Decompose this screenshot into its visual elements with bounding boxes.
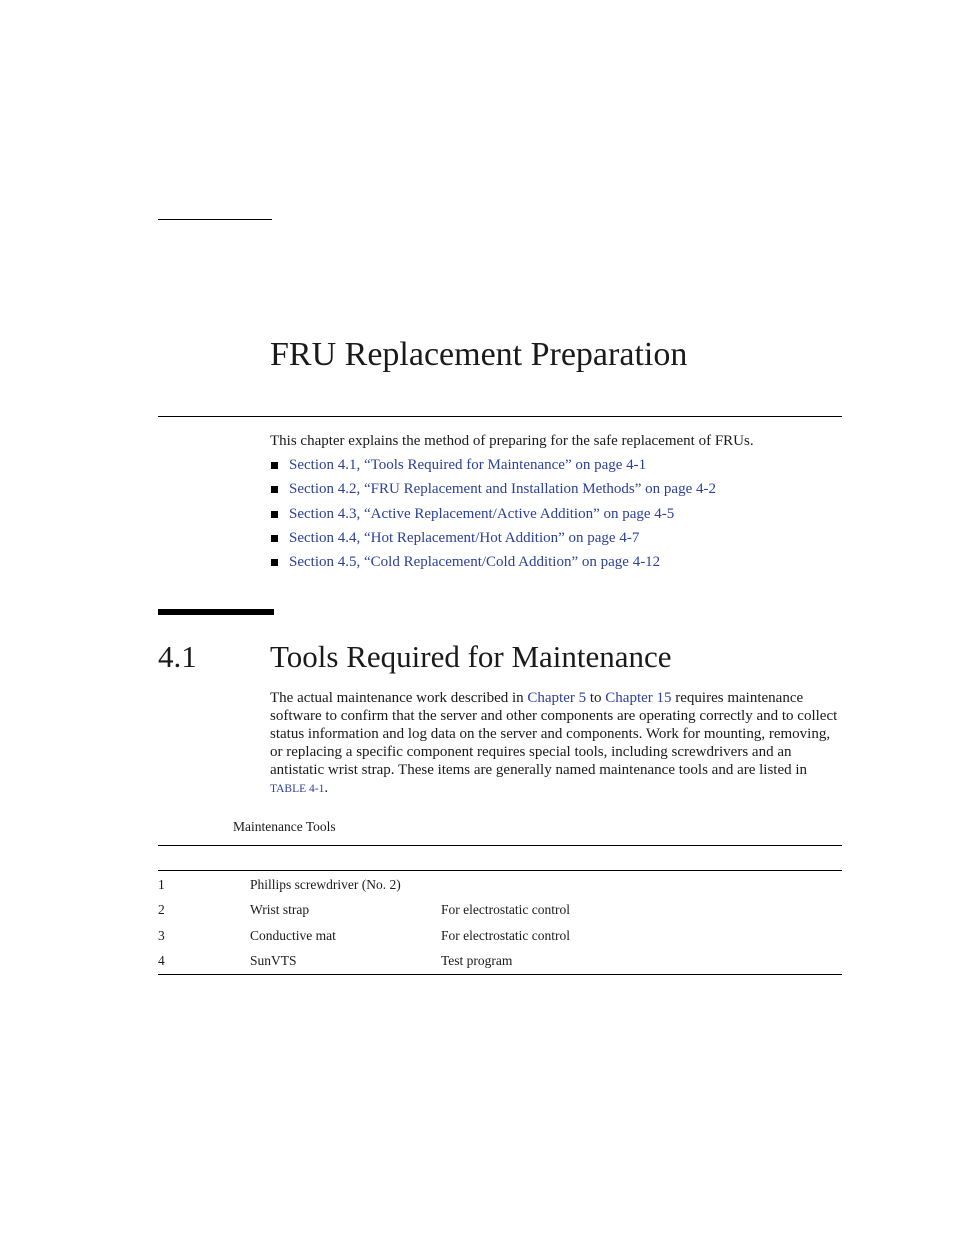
para-text: . [324,780,329,796]
tool-use: For electrostatic control [441,902,570,918]
toc-link-4-4[interactable]: Section 4.4, “Hot Replacement/Hot Addition” on page 4-7 [289,529,640,546]
toc-item [270,552,716,576]
tool-name: Wrist strap [250,902,310,918]
row-number: 2 [158,902,165,918]
table-caption: Maintenance Tools [233,819,336,834]
chapter-top-rule [158,219,272,220]
para-text: to [586,690,606,706]
section-heading-bar [158,609,274,615]
table-link-label: TABLE [270,783,307,795]
bullet-icon [271,486,278,493]
table-header-rule [158,870,842,871]
toc-item [270,528,716,552]
section-title: Tools Required for Maintenance [270,639,672,674]
section-paragraph [270,689,845,798]
table-row [158,923,842,949]
row-number: 3 [158,927,165,943]
tool-use: Test program [441,953,513,969]
table-bottom-rule [158,974,842,975]
toc-link-4-2[interactable]: Section 4.2, “FRU Replacement and Installation Methods” on page 4-2 [289,481,716,498]
table-row [158,949,842,975]
chapter-title-rule [158,416,842,417]
toc-link-4-3[interactable]: Section 4.3, “Active Replacement/Active Addition” on page 4-5 [289,505,675,522]
table-top-rule [158,845,842,846]
bullet-icon [271,511,278,518]
table-row [158,898,842,924]
row-number: 4 [158,953,165,969]
chapter-15-link[interactable]: Chapter 15 [605,690,672,706]
maintenance-tools-table [158,872,842,974]
toc-item [270,479,716,503]
chapter-title: FRU Replacement Preparation [270,336,688,373]
bullet-icon [271,535,278,542]
toc-link-4-5[interactable]: Section 4.5, “Cold Replacement/Cold Addition” on page 4-12 [289,554,661,571]
table-4-1-link[interactable] [270,780,324,796]
para-text: requires maintenance software to confirm that the server and other components are operating correctly and to collect status information and log data on the server and components. Work for mounting, removing, or replacing a specific component requires special tools, including screwdrivers and an antistatic wrist strap. These items are generally named maintenance tools and are listed in [270,690,838,778]
bullet-icon [271,559,278,566]
chapter-intro: This chapter explains the method of preparing for the safe replacement of FRUs. [270,433,754,449]
table-link-number: 4-1 [306,783,325,795]
tool-use [441,872,842,898]
chapter-toc [270,455,716,576]
tool-name: Conductive mat [250,927,336,943]
bullet-icon [271,462,278,469]
table-row [158,872,842,898]
toc-item [270,455,716,479]
toc-link-4-1[interactable]: Section 4.1, “Tools Required for Maintenance” on page 4-1 [289,457,647,473]
chapter-5-link[interactable]: Chapter 5 [527,690,587,706]
para-text: The actual maintenance work described in [270,690,528,706]
tool-name: SunVTS [250,953,297,969]
row-number: 1 [158,876,165,892]
section-number: 4.1 [158,639,197,674]
tool-use: For electrostatic control [441,927,570,943]
toc-item [270,504,716,528]
tool-name: Phillips screwdriver (No. 2) [250,876,401,892]
